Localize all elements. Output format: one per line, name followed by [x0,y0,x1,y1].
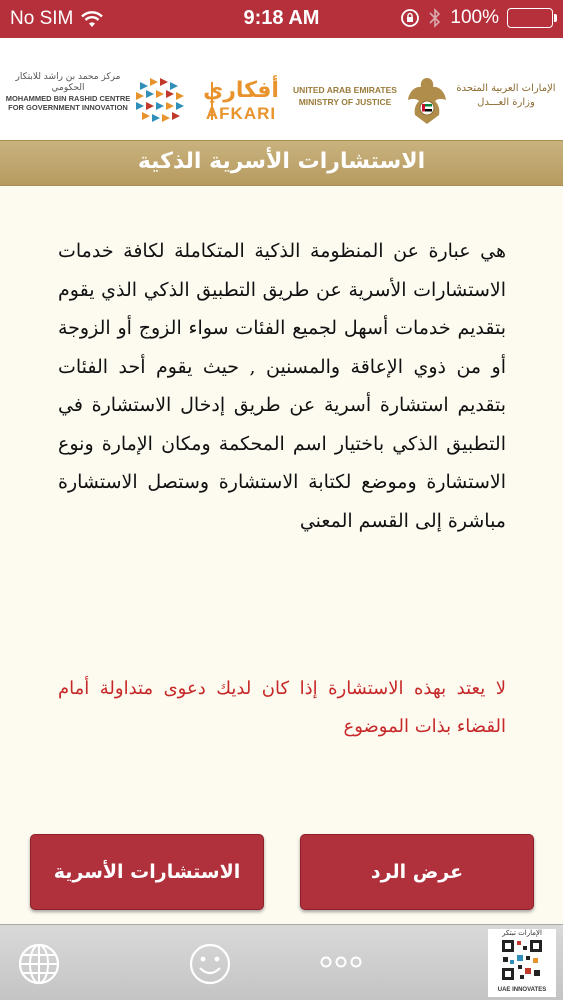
clock: 9:18 AM [243,7,320,29]
bluetooth-icon [428,8,442,28]
warning-notice: لا يعتد بهذه الاستشارة إذا كان لديك دعوى متداولة أمام القضاء بذات الموضوع [58,678,506,737]
battery-percent: 100% [450,7,499,28]
service-description: هي عبارة عن المنظومة الذكية المتكاملة لكافة خدمات الاستشارات الأسرية عن طريق التطبيق الذكي الذي يقوم بتقديم خدمات أسهل لجميع الفئات سواء الزوج أو الزوجة أو من ذوي الإعاقة والمسنين , حيث يقوم أحد الفئات بتقديم استشارة أسرية عن طريق إدخال الاستشارة في التطبيق الذكي باختيار اسم المحكمة ومكان الإمارة ونوع الاستشارة وموضع لكتابة الاستشارة وستصل الاستشارة مباشرة إلى القسم المعني [58,240,506,532]
more-icon[interactable] [318,947,364,977]
orientation-lock-icon [400,8,420,28]
bottom-tab-bar [0,924,563,1000]
globe-icon[interactable] [16,941,62,987]
page-title-bar [0,140,563,186]
uae-falcon-emblem-icon [405,74,449,130]
family-consultations-button[interactable]: الاستشارات الأسرية [30,834,264,910]
carrier-label: No SIM [10,8,74,29]
mbr-centre-logo-text: مركز محمد بن راشد للابتكار الحكومي MOHAMMED BIN RASHID CENTRE FOR GOVERNMENT INNOVATION [5,72,131,112]
ministry-arabic-name: الإمارات العربية المتحدة وزارة العـــدل [456,83,556,108]
smiley-icon[interactable] [187,941,233,987]
view-reply-button[interactable]: عرض الرد [300,834,534,910]
uae-innovates-badge[interactable]: الإمارات تبتكر UAE INNOVATES [488,929,556,997]
ministry-english-name: UNITED ARAB EMIRATES MINISTRY OF JUSTICE [293,85,397,107]
afkari-logo: أفكاري AFKARI [203,78,279,123]
logo-header [0,38,563,140]
page-title: الاستشارات الأسرية الذكية [137,149,426,174]
mbr-centre-emblem-icon [132,72,186,128]
qr-code-icon [500,938,544,982]
battery-icon [507,8,553,28]
status-bar [0,0,563,38]
